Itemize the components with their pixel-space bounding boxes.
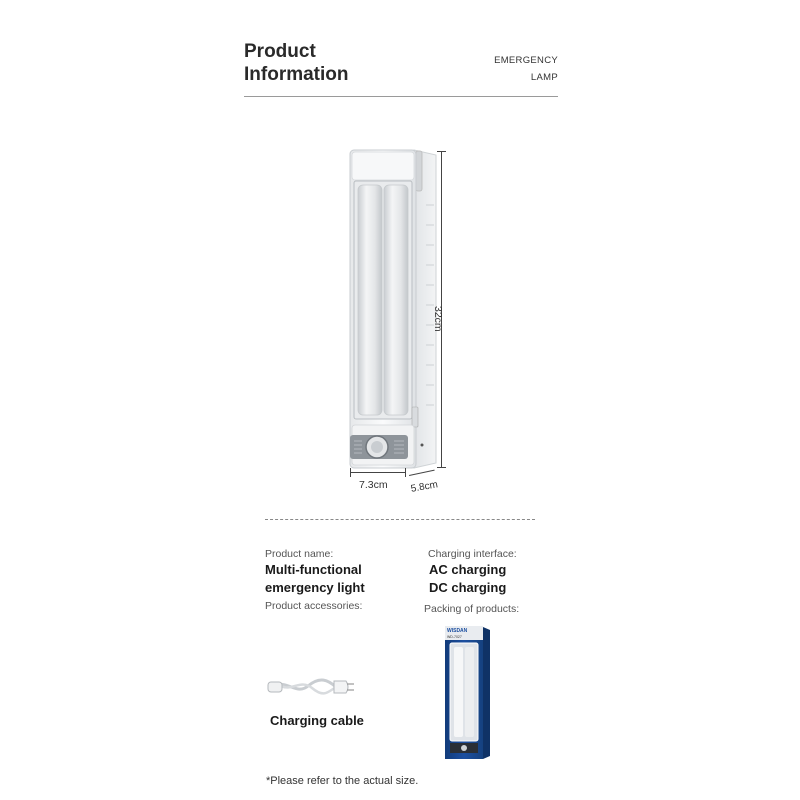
product-name-line-1: Multi-functional [265,562,362,577]
category-line-1: EMERGENCY [494,55,558,66]
width-dimension-tick-right [405,468,406,477]
product-name-line-2: emergency light [265,580,365,595]
page-title [244,40,349,86]
category-line-2: LAMP [530,72,558,83]
charging-line-2: DC charging [429,580,507,595]
size-disclaimer: *Please refer to the actual size. [266,775,419,787]
width-dimension-line [350,472,405,473]
depth-dimension-label: 5.8cm [410,479,439,495]
header-divider [244,96,558,97]
product-name-value [265,561,365,597]
box-brand: WISDAN [447,628,468,634]
packaging-box-image [445,623,491,760]
width-dimension-tick-left [350,468,351,477]
section-divider [265,519,535,520]
product-name-label: Product name: [265,548,334,560]
title-line-2: Information [244,64,349,85]
lamp-product-image [340,145,440,475]
charging-interface-label: Charging interface: [428,548,517,560]
charging-interface-value [429,561,506,597]
charging-line-1: AC charging [429,562,507,577]
height-dimension-tick-top [437,151,446,152]
product-accessories-label: Product accessories: [265,600,363,612]
box-model: WD-7027 [447,635,462,639]
height-dimension-label: 32cm [432,306,444,332]
height-dimension-tick-bottom [437,467,446,468]
title-line-1: Product [244,41,316,62]
packing-label: Packing of products: [424,603,520,615]
packaging-box-graphic [445,623,491,760]
width-dimension-label: 7.3cm [359,479,388,491]
charging-cable-image [266,672,356,702]
accessory-name: Charging cable [270,713,364,728]
product-category [494,52,558,86]
